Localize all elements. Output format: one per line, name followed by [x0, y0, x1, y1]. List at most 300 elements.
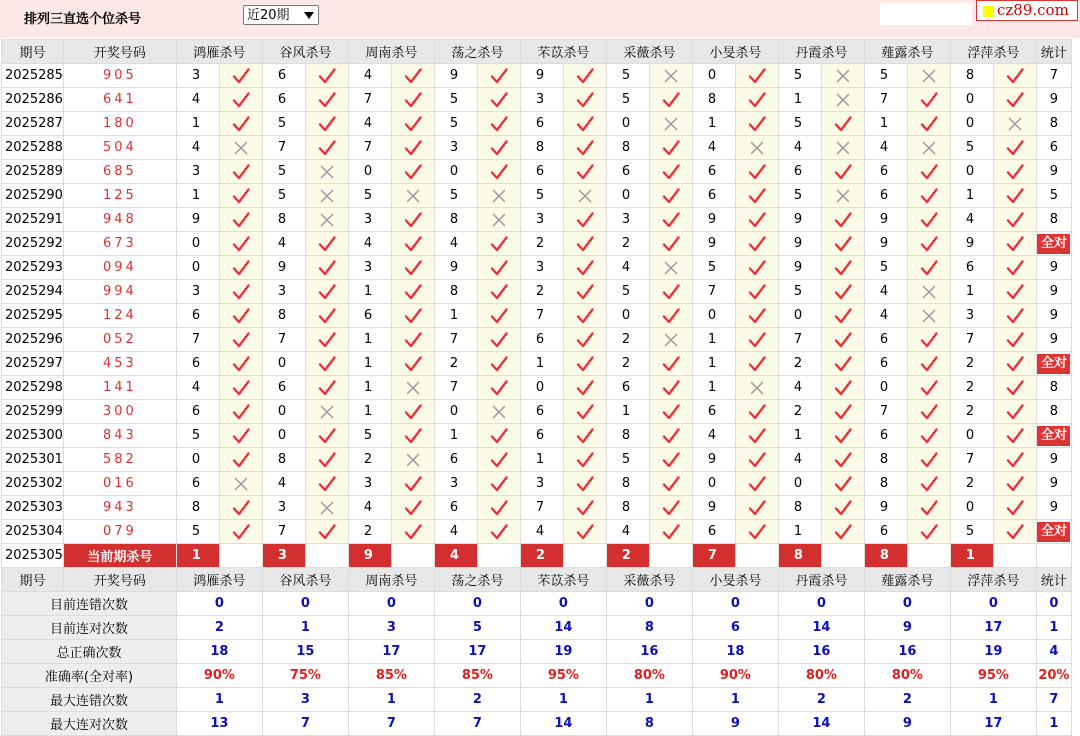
cross-icon — [649, 64, 692, 88]
kill-number: 6 — [262, 64, 305, 88]
summary-row — [2, 688, 1072, 712]
kill-number: 7 — [520, 304, 563, 328]
kill-number: 1 — [692, 328, 735, 352]
kill-number: 9 — [864, 232, 907, 256]
kill-number: 6 — [434, 448, 477, 472]
current-kill-number: 9 — [348, 544, 391, 568]
summary-value: 0 — [176, 592, 262, 616]
kill-number: 3 — [434, 136, 477, 160]
issue-number: 2025296 — [2, 328, 64, 352]
cross-icon — [649, 328, 692, 352]
summary-value: 80% — [864, 664, 950, 688]
cross-icon — [907, 280, 950, 304]
column-header: 周南杀号 — [348, 40, 434, 64]
kill-number: 6 — [262, 376, 305, 400]
draw-number: 843 — [63, 424, 176, 448]
kill-number: 6 — [262, 88, 305, 112]
table-row — [2, 448, 1072, 472]
cross-icon — [993, 112, 1036, 136]
check-icon — [219, 232, 262, 256]
kill-number: 0 — [778, 304, 821, 328]
period-select[interactable] — [243, 5, 319, 25]
check-icon — [219, 88, 262, 112]
kill-number: 0 — [176, 448, 219, 472]
kill-number: 4 — [778, 136, 821, 160]
table-row — [2, 232, 1072, 256]
kill-number: 2 — [348, 520, 391, 544]
check-icon — [821, 112, 864, 136]
kill-number: 7 — [950, 328, 993, 352]
check-icon — [563, 376, 606, 400]
kill-number: 0 — [692, 304, 735, 328]
cross-icon — [477, 208, 520, 232]
draw-number: 300 — [63, 400, 176, 424]
check-icon — [993, 424, 1036, 448]
check-icon — [993, 400, 1036, 424]
summary-value: 18 — [176, 640, 262, 664]
kill-number: 8 — [778, 496, 821, 520]
kill-number: 7 — [348, 136, 391, 160]
kill-number: 0 — [692, 64, 735, 88]
kill-number: 5 — [176, 424, 219, 448]
row-stat: 6 — [1036, 136, 1071, 160]
check-icon — [219, 520, 262, 544]
cross-icon — [305, 208, 348, 232]
kill-number: 6 — [520, 112, 563, 136]
summary-value: 16 — [606, 640, 692, 664]
summary-value: 2 — [176, 616, 262, 640]
kill-number: 1 — [348, 400, 391, 424]
table-row — [2, 64, 1072, 88]
column-header: 采薇杀号 — [606, 568, 692, 592]
empty-cell — [735, 544, 778, 568]
kill-number: 1 — [692, 352, 735, 376]
site-logo[interactable] — [976, 0, 1078, 21]
kill-number: 6 — [434, 496, 477, 520]
row-stat: 9 — [1036, 472, 1071, 496]
check-icon — [821, 448, 864, 472]
check-icon — [477, 88, 520, 112]
kill-number: 6 — [778, 160, 821, 184]
row-stat: 8 — [1036, 376, 1071, 400]
kill-number: 7 — [434, 328, 477, 352]
kill-number: 3 — [348, 208, 391, 232]
summary-value: 90% — [176, 664, 262, 688]
check-icon — [649, 424, 692, 448]
summary-value: 1 — [692, 688, 778, 712]
kill-number: 9 — [434, 64, 477, 88]
logo-text: cz89.com — [997, 1, 1069, 19]
draw-number: 504 — [63, 136, 176, 160]
summary-value: 0 — [950, 592, 1036, 616]
summary-value: 17 — [950, 712, 1036, 736]
summary-value: 14 — [520, 616, 606, 640]
all-correct-badge: 全对 — [1036, 352, 1071, 376]
check-icon — [907, 520, 950, 544]
kill-number: 1 — [434, 304, 477, 328]
summary-value: 85% — [348, 664, 434, 688]
summary-value: 95% — [950, 664, 1036, 688]
check-icon — [993, 328, 1036, 352]
kill-number: 5 — [778, 184, 821, 208]
kill-number: 5 — [606, 448, 649, 472]
empty-cell — [391, 544, 434, 568]
check-icon — [993, 160, 1036, 184]
issue-number: 2025302 — [2, 472, 64, 496]
check-icon — [821, 376, 864, 400]
kill-number: 6 — [950, 256, 993, 280]
check-icon — [391, 424, 434, 448]
table-row — [2, 496, 1072, 520]
column-header: 开奖号码 — [63, 568, 176, 592]
kill-number: 4 — [348, 232, 391, 256]
check-icon — [563, 160, 606, 184]
kill-number: 7 — [348, 88, 391, 112]
table-row — [2, 112, 1072, 136]
summary-value: 80% — [778, 664, 864, 688]
kill-number: 5 — [434, 184, 477, 208]
summary-label: 目前连对次数 — [2, 616, 177, 640]
draw-number: 180 — [63, 112, 176, 136]
issue-number: 2025303 — [2, 496, 64, 520]
kill-number: 5 — [262, 160, 305, 184]
cross-icon — [305, 160, 348, 184]
kill-number: 6 — [692, 184, 735, 208]
column-header: 芣苡杀号 — [520, 568, 606, 592]
kill-number: 4 — [606, 256, 649, 280]
table-row — [2, 328, 1072, 352]
draw-number: 052 — [63, 328, 176, 352]
check-icon — [305, 520, 348, 544]
kill-number: 1 — [864, 112, 907, 136]
column-header: 统计 — [1036, 40, 1071, 64]
draw-number: 094 — [63, 256, 176, 280]
check-icon — [649, 184, 692, 208]
kill-number: 5 — [950, 520, 993, 544]
kill-number: 6 — [606, 376, 649, 400]
kill-number: 4 — [176, 376, 219, 400]
kill-number: 9 — [176, 208, 219, 232]
summary-value: 7 — [1036, 688, 1071, 712]
check-icon — [649, 448, 692, 472]
kill-number: 2 — [778, 400, 821, 424]
summary-value: 90% — [692, 664, 778, 688]
issue-number: 2025305 — [2, 544, 64, 568]
kill-number: 4 — [778, 448, 821, 472]
check-icon — [391, 496, 434, 520]
check-icon — [391, 208, 434, 232]
kill-number: 7 — [262, 136, 305, 160]
check-icon — [649, 352, 692, 376]
kill-number: 3 — [348, 256, 391, 280]
summary-value: 9 — [692, 712, 778, 736]
cross-icon — [391, 376, 434, 400]
empty-cell — [477, 544, 520, 568]
check-icon — [993, 376, 1036, 400]
check-icon — [219, 352, 262, 376]
kill-number: 0 — [176, 232, 219, 256]
row-stat: 8 — [1036, 112, 1071, 136]
kill-number: 5 — [348, 424, 391, 448]
kill-number: 4 — [348, 112, 391, 136]
current-kill-number: 4 — [434, 544, 477, 568]
check-icon — [735, 424, 778, 448]
kill-number: 1 — [778, 88, 821, 112]
summary-row — [2, 664, 1072, 688]
check-icon — [735, 184, 778, 208]
draw-number: 673 — [63, 232, 176, 256]
kill-number: 8 — [434, 280, 477, 304]
check-icon — [907, 88, 950, 112]
kill-number: 4 — [864, 136, 907, 160]
cross-icon — [821, 184, 864, 208]
draw-number: 016 — [63, 472, 176, 496]
check-icon — [993, 496, 1036, 520]
kill-number: 3 — [348, 472, 391, 496]
check-icon — [563, 64, 606, 88]
current-kill-number: 3 — [262, 544, 305, 568]
kill-number: 0 — [176, 256, 219, 280]
cross-icon — [219, 136, 262, 160]
summary-value: 0 — [864, 592, 950, 616]
column-header: 浮萍杀号 — [950, 568, 1036, 592]
draw-number: 582 — [63, 448, 176, 472]
check-icon — [735, 472, 778, 496]
check-icon — [735, 232, 778, 256]
kill-number: 0 — [606, 304, 649, 328]
check-icon — [477, 328, 520, 352]
kill-number: 9 — [864, 496, 907, 520]
kill-number: 2 — [520, 232, 563, 256]
issue-number: 2025285 — [2, 64, 64, 88]
kill-number: 7 — [434, 376, 477, 400]
check-icon — [735, 112, 778, 136]
kill-number: 6 — [176, 472, 219, 496]
cross-icon — [735, 136, 778, 160]
issue-number: 2025297 — [2, 352, 64, 376]
kill-number: 1 — [692, 376, 735, 400]
summary-value: 0 — [692, 592, 778, 616]
issue-number: 2025299 — [2, 400, 64, 424]
check-icon — [649, 376, 692, 400]
issue-number: 2025301 — [2, 448, 64, 472]
issue-number: 2025290 — [2, 184, 64, 208]
kill-number: 4 — [950, 208, 993, 232]
check-icon — [305, 448, 348, 472]
table-row — [2, 400, 1072, 424]
column-header: 荡之杀号 — [434, 568, 520, 592]
check-icon — [649, 232, 692, 256]
check-icon — [477, 112, 520, 136]
check-icon — [821, 424, 864, 448]
kill-number: 2 — [606, 328, 649, 352]
check-icon — [391, 88, 434, 112]
empty-cell — [563, 544, 606, 568]
check-icon — [993, 136, 1036, 160]
kill-number: 3 — [520, 208, 563, 232]
kill-number: 2 — [950, 376, 993, 400]
check-icon — [649, 208, 692, 232]
kill-number: 3 — [176, 64, 219, 88]
summary-value: 0 — [778, 592, 864, 616]
row-stat: 9 — [1036, 280, 1071, 304]
summary-row — [2, 616, 1072, 640]
kill-number: 3 — [950, 304, 993, 328]
draw-number: 125 — [63, 184, 176, 208]
summary-value: 0 — [1036, 592, 1071, 616]
kill-number: 3 — [262, 496, 305, 520]
kill-number: 2 — [606, 352, 649, 376]
summary-value: 1 — [606, 688, 692, 712]
summary-value: 0 — [348, 592, 434, 616]
table-row — [2, 208, 1072, 232]
check-icon — [219, 256, 262, 280]
empty-cell — [1036, 544, 1071, 568]
check-icon — [821, 496, 864, 520]
kill-number: 5 — [262, 112, 305, 136]
kill-number: 1 — [348, 352, 391, 376]
summary-value: 80% — [606, 664, 692, 688]
current-row — [2, 544, 1072, 568]
kill-number: 8 — [262, 208, 305, 232]
all-correct-badge: 全对 — [1036, 232, 1071, 256]
header-row — [2, 568, 1072, 592]
kill-number: 4 — [864, 280, 907, 304]
column-header: 鸿雁杀号 — [176, 40, 262, 64]
cross-icon — [477, 184, 520, 208]
table-row — [2, 424, 1072, 448]
check-icon — [821, 400, 864, 424]
issue-number: 2025287 — [2, 112, 64, 136]
check-icon — [563, 400, 606, 424]
kill-number: 0 — [778, 472, 821, 496]
kill-number: 7 — [864, 88, 907, 112]
kill-number: 3 — [176, 160, 219, 184]
check-icon — [993, 256, 1036, 280]
kill-number: 5 — [348, 184, 391, 208]
kill-number: 1 — [778, 424, 821, 448]
check-icon — [649, 136, 692, 160]
check-icon — [993, 184, 1036, 208]
check-icon — [563, 496, 606, 520]
draw-number: 079 — [63, 520, 176, 544]
kill-number: 1 — [950, 184, 993, 208]
kill-number: 4 — [262, 232, 305, 256]
check-icon — [391, 112, 434, 136]
kill-number: 0 — [520, 376, 563, 400]
check-icon — [563, 136, 606, 160]
column-header: 薤露杀号 — [864, 568, 950, 592]
current-kill-number: 7 — [692, 544, 735, 568]
check-icon — [735, 496, 778, 520]
cross-icon — [305, 400, 348, 424]
kill-number: 8 — [262, 448, 305, 472]
kill-number: 9 — [778, 256, 821, 280]
kill-number: 0 — [262, 352, 305, 376]
check-icon — [563, 520, 606, 544]
kill-number: 8 — [606, 136, 649, 160]
check-icon — [219, 160, 262, 184]
kill-number: 8 — [606, 496, 649, 520]
check-icon — [563, 424, 606, 448]
kill-number: 2 — [348, 448, 391, 472]
summary-value: 1 — [950, 688, 1036, 712]
summary-row — [2, 640, 1072, 664]
cross-icon — [821, 88, 864, 112]
summary-value: 1 — [1036, 616, 1071, 640]
kill-number: 0 — [950, 496, 993, 520]
summary-label: 准确率(全对率) — [2, 664, 177, 688]
kill-number: 5 — [606, 88, 649, 112]
kill-number: 7 — [950, 448, 993, 472]
kill-number: 5 — [520, 184, 563, 208]
check-icon — [821, 520, 864, 544]
cross-icon — [735, 376, 778, 400]
summary-row — [2, 592, 1072, 616]
kill-number: 7 — [778, 328, 821, 352]
summary-value: 19 — [520, 640, 606, 664]
kill-number: 5 — [778, 112, 821, 136]
check-icon — [305, 232, 348, 256]
kill-number: 3 — [434, 472, 477, 496]
draw-number: 641 — [63, 88, 176, 112]
kill-number: 0 — [950, 160, 993, 184]
kill-number: 6 — [176, 352, 219, 376]
summary-value: 6 — [692, 616, 778, 640]
check-icon — [735, 448, 778, 472]
table-row — [2, 472, 1072, 496]
kill-number: 4 — [176, 136, 219, 160]
kill-number: 8 — [950, 64, 993, 88]
summary-value: 0 — [606, 592, 692, 616]
table-row — [2, 184, 1072, 208]
check-icon — [821, 232, 864, 256]
check-icon — [219, 304, 262, 328]
summary-value: 0 — [262, 592, 348, 616]
kill-number: 9 — [692, 232, 735, 256]
kill-number: 6 — [520, 424, 563, 448]
summary-value: 17 — [348, 640, 434, 664]
cross-icon — [821, 64, 864, 88]
chevron-down-icon — [304, 12, 314, 19]
summary-value: 1 — [348, 688, 434, 712]
check-icon — [477, 424, 520, 448]
issue-number: 2025295 — [2, 304, 64, 328]
summary-value: 3 — [348, 616, 434, 640]
kill-number: 1 — [692, 112, 735, 136]
check-icon — [993, 448, 1036, 472]
summary-value: 9 — [864, 616, 950, 640]
kill-number: 9 — [434, 256, 477, 280]
issue-number: 2025293 — [2, 256, 64, 280]
column-header: 开奖号码 — [63, 40, 176, 64]
kill-number: 5 — [864, 64, 907, 88]
cross-icon — [907, 304, 950, 328]
summary-value: 1 — [1036, 712, 1071, 736]
kill-number: 6 — [176, 400, 219, 424]
row-stat: 9 — [1036, 448, 1071, 472]
check-icon — [391, 520, 434, 544]
check-icon — [563, 280, 606, 304]
check-icon — [305, 112, 348, 136]
check-icon — [219, 448, 262, 472]
kill-number: 2 — [950, 352, 993, 376]
kill-number: 8 — [606, 424, 649, 448]
cross-icon — [907, 136, 950, 160]
check-icon — [907, 184, 950, 208]
kill-number: 5 — [606, 64, 649, 88]
check-icon — [219, 400, 262, 424]
